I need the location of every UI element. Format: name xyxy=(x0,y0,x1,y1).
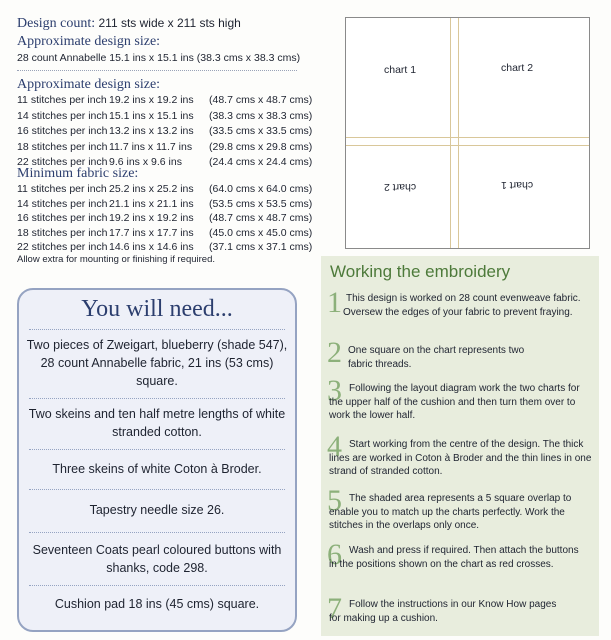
table-row xyxy=(17,227,312,242)
size-cms: (64.0 cms x 64.0 cms) xyxy=(209,183,313,195)
size-ins: 25.2 ins x 25.2 ins xyxy=(109,183,194,195)
size-cms: (48.7 cms x 48.7 cms) xyxy=(209,212,313,224)
stitch-count: 18 stitches per inch xyxy=(17,140,108,153)
stitch-count: 14 stitches per inch xyxy=(17,109,108,122)
min-fabric-table xyxy=(17,183,312,256)
table-row xyxy=(17,141,312,157)
step-number: 4 xyxy=(327,430,342,463)
size-ins: 9.6 ins x 9.6 ins xyxy=(109,156,182,168)
approx-size-table xyxy=(17,94,312,172)
size-ins: 14.6 ins x 14.6 ins xyxy=(109,241,194,253)
need-item: Two pieces of Zweigart, blueberry (shade 547), 28 count Annabelle fabric, 21 ins (53 cms) square. xyxy=(26,338,288,388)
step-text: Follow the instructions in our Know How pages for making up a cushion. xyxy=(329,599,557,624)
divider xyxy=(29,489,285,490)
need-item: Cushion pad 18 ins (45 cms) square. xyxy=(54,597,260,611)
chart-label-bottom-right: chart 1 xyxy=(501,179,534,191)
need-item: Three skeins of white Coton à Broder. xyxy=(52,462,262,476)
need-item: Seventeen Coats pearl coloured buttons with shanks, code 298. xyxy=(32,543,282,575)
table-row xyxy=(17,198,312,213)
stitch-count: 16 stitches per inch xyxy=(17,125,108,137)
size-cms: (24.4 cms x 24.4 cms) xyxy=(209,156,313,168)
size-cms: (29.8 cms x 29.8 cms) xyxy=(209,140,313,153)
size-cms: (37.1 cms x 37.1 cms) xyxy=(209,241,313,253)
chart-label-top-left: chart 1 xyxy=(384,64,417,76)
need-item: Tapestry needle size 26. xyxy=(89,503,225,517)
design-count xyxy=(17,16,241,32)
chart-label-bottom-left: chart 2 xyxy=(384,181,417,193)
size-cms: (53.5 cms x 53.5 cms) xyxy=(209,197,313,210)
chart-label-top-right: chart 2 xyxy=(501,62,534,74)
approx-size-heading-1: Approximate design size: xyxy=(17,34,161,49)
size-ins: 11.7 ins x 11.7 ins xyxy=(109,140,193,153)
divider xyxy=(29,532,285,533)
step-text: Following the layout diagram work the two charts for the upper half of the cushion and then turn them over to work the lower half. xyxy=(329,383,580,421)
table-row xyxy=(17,125,312,141)
step-number: 5 xyxy=(327,484,342,517)
min-fabric-heading: Minimum fabric size: xyxy=(17,166,139,181)
overlap-band-horizontal xyxy=(346,137,589,146)
design-count-label: Design count: xyxy=(17,16,96,31)
size-ins: 15.1 ins x 15.1 ins xyxy=(109,109,194,122)
step-number: 6 xyxy=(327,538,342,571)
divider xyxy=(29,329,285,330)
layout-diagram xyxy=(345,17,590,249)
table-row xyxy=(17,110,312,126)
stitch-count: 11 stitches per inch xyxy=(17,183,107,195)
working-title: Working the embroidery xyxy=(330,262,511,281)
step-text: Start working from the centre of the design. The thick lines are worked in Coton à Broder and the thin lines in one strand of stranded cotton. xyxy=(329,439,592,477)
divider xyxy=(29,398,285,399)
divider xyxy=(29,449,285,450)
need-item: Two skeins and ten half metre lengths of white stranded cotton. xyxy=(28,407,286,439)
step-text: The shaded area represents a 5 square overlap to enable you to match up the charts perfectly. Work the stitches in the overlaps only once. xyxy=(329,493,572,531)
size-cms: (48.7 cms x 48.7 cms) xyxy=(209,94,313,106)
size-cms: (38.3 cms x 38.3 cms) xyxy=(209,109,313,122)
stitch-count: 16 stitches per inch xyxy=(17,212,108,224)
stitch-count: 18 stitches per inch xyxy=(17,226,108,239)
stitch-count: 22 stitches per inch xyxy=(17,241,108,253)
table-row xyxy=(17,183,312,198)
overlap-band-vertical xyxy=(450,18,459,248)
step-number: 7 xyxy=(327,592,342,625)
you-will-need-title: You will need... xyxy=(81,296,233,322)
size-cms: (45.0 cms x 45.0 cms) xyxy=(209,226,313,239)
table-row xyxy=(17,212,312,227)
step-number: 3 xyxy=(327,374,342,407)
size-ins: 19.2 ins x 19.2 ins xyxy=(109,94,194,106)
step-number: 1 xyxy=(327,286,342,319)
step-text: One square on the chart represents two fabric threads. xyxy=(348,345,525,370)
size-ins: 21.1 ins x 21.1 ins xyxy=(109,197,194,210)
stitch-count: 11 stitches per inch xyxy=(17,94,107,106)
size-cms: (33.5 cms x 33.5 cms) xyxy=(209,125,313,137)
approx-size-heading-2: Approximate design size: xyxy=(17,77,161,92)
size-ins: 19.2 ins x 19.2 ins xyxy=(109,212,194,224)
step-number: 2 xyxy=(327,336,342,369)
size-ins: 13.2 ins x 13.2 ins xyxy=(109,125,194,137)
size-ins: 17.7 ins x 17.7 ins xyxy=(109,226,194,239)
step-text: This design is worked on 28 count evenweave fabric. Oversew the edges of your fabric to prevent fraying. xyxy=(343,293,581,318)
design-count-value: 211 sts wide x 211 sts high xyxy=(98,16,241,30)
table-row xyxy=(17,94,312,110)
working-embroidery-panel xyxy=(321,256,599,636)
divider xyxy=(29,585,285,586)
allow-note: Allow extra for mounting or finishing if required. xyxy=(17,254,216,265)
you-will-need-box xyxy=(17,288,297,632)
divider xyxy=(17,70,297,71)
step-text: Wash and press if required. Then attach the buttons in the positions shown on the chart as red crosses. xyxy=(329,545,579,570)
approx-size-line: 28 count Annabelle 15.1 ins x 15.1 ins (38.3 cms x 38.3 cms) xyxy=(17,52,301,64)
stitch-count: 14 stitches per inch xyxy=(17,197,108,210)
stitch-count: 22 stitches per inch xyxy=(17,156,108,168)
